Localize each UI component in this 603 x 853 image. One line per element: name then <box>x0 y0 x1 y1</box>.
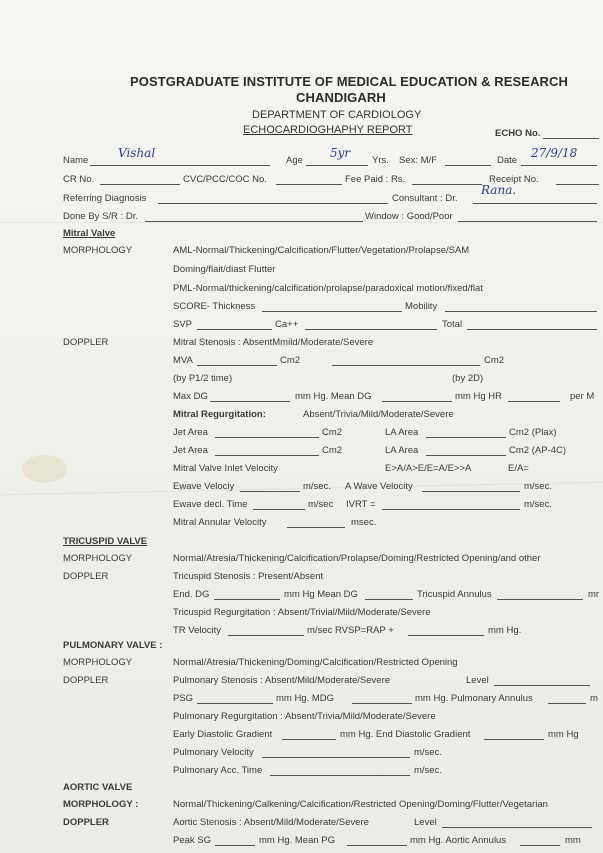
pulmonary-velocity-unit: m/sec. <box>414 747 442 758</box>
tricuspid-annulus-label: Tricuspid Annulus <box>417 589 492 600</box>
ewave-velocity-label: Ewave Velociy <box>173 481 235 492</box>
per-m-label: per M <box>570 391 595 402</box>
report-title: ECHOCARDIOGHAPHY REPORT <box>243 124 413 136</box>
ca-field[interactable] <box>305 320 437 330</box>
ivrt-label: IVRT = <box>346 499 376 510</box>
svp-label: SVP <box>173 319 193 330</box>
cr-field[interactable] <box>100 175 180 185</box>
pulmonary-velocity-label: Pulmonary Velocity <box>173 747 254 758</box>
doming-options: Doming/flait/diast Flutter <box>173 264 276 275</box>
institute-title: POSTGRADUATE INSTITUTE OF MEDICAL EDUCATION & RESEARCH <box>130 74 569 89</box>
pml-options: PML-Normal/thickening/calcification/prolapse/paradoxical motion/fixed/flat <box>173 283 483 294</box>
fee-field[interactable] <box>412 175 482 185</box>
name-field[interactable] <box>90 156 270 166</box>
echo-no-field[interactable] <box>543 129 599 139</box>
total-label: Total <box>442 319 463 330</box>
department-title: DEPARTMENT OF CARDIOLOGY <box>252 109 422 121</box>
mitral-title: Mitral Valve <box>63 228 116 239</box>
acc-time-unit: m/sec. <box>414 765 442 776</box>
pulmonary-regurg: Pulmonary Regurgitation : Absent/Trivia/Mild/Moderate/Severe <box>173 711 436 722</box>
aortic-stenosis: Aortic Stenosis : Absent/Mild/Moderate/Severe <box>173 817 369 828</box>
aortic-level-label: Level <box>414 817 437 828</box>
pulmonary-level-label: Level <box>466 675 489 686</box>
aortic-level-field[interactable] <box>442 818 592 828</box>
mean-dg-field[interactable] <box>382 392 452 402</box>
mva-2d-field[interactable] <box>332 356 480 366</box>
hr-label: mm Hg HR <box>455 391 502 402</box>
ref-diagnosis-label: Referring Diagnosis <box>63 193 147 204</box>
mdg-field[interactable] <box>352 694 412 704</box>
tricuspid-annulus-field[interactable] <box>497 590 583 600</box>
max-dg-field[interactable] <box>210 392 290 402</box>
age-label: Age <box>286 155 303 166</box>
awave-unit: m/sec. <box>524 481 552 492</box>
cr-label: CR No. <box>63 174 95 185</box>
done-by-label: Done By S/R : Dr. <box>63 211 138 222</box>
name-label: Name <box>63 155 89 166</box>
date-value: 27/9/18 <box>531 146 578 160</box>
thickness-field[interactable] <box>262 302 402 312</box>
mva-p12-field[interactable] <box>197 356 277 366</box>
tricuspid-morph-label: MORPHOLOGY <box>63 553 133 564</box>
cm2-label-1: Cm2 <box>280 355 301 366</box>
la-area-label-1: LA Area <box>385 427 419 438</box>
tr-velocity-label: TR Velocity <box>173 625 222 636</box>
cm2-label-2: Cm2 <box>484 355 505 366</box>
pulmonary-morph-options: Normal/Atresia/Thickening/Doming/Calcification/Restricted Opening <box>173 657 458 668</box>
ewave-decel-field[interactable] <box>253 500 305 510</box>
la-area-label-2: LA Area <box>385 445 419 456</box>
annular-unit: msec. <box>351 517 377 528</box>
p12-note: (by P1/2 time) <box>173 373 233 384</box>
pulmonary-morph-label: MORPHOLOGY <box>63 657 133 668</box>
score-thickness-label: SCORE- Thickness <box>173 301 256 312</box>
cvc-label: CVC/PCC/COC No. <box>183 174 267 185</box>
mitral-stenosis: Mitral Stenosis : AbsentMmild/Moderate/Severe <box>173 337 374 348</box>
end-gradient-unit: mm Hg <box>548 729 579 740</box>
pulmonary-title: PULMONARY VALVE : <box>63 640 163 651</box>
mitral-regurg-options: Absent/Trivia/Mild/Moderate/Severe <box>303 409 454 420</box>
tricuspid-stenosis: Tricuspid Stenosis : Present/Absent <box>173 571 324 582</box>
consultant-label: Consultant : Dr. <box>392 193 458 204</box>
early-gradient-field[interactable] <box>282 730 336 740</box>
annular-velocity-label: Mitral Annular Velocity <box>173 517 267 528</box>
ewave-unit: m/sec. <box>303 481 331 492</box>
tricuspid-title: TRICUSPID VALVE <box>63 536 148 547</box>
mean-pg-label: mm Hg. Mean PG <box>259 835 336 846</box>
awave-velocity-label: A Wave Velocity <box>345 481 413 492</box>
jet-area-field-1[interactable] <box>215 428 319 438</box>
mitral-morph-label: MORPHOLOGY <box>63 245 133 256</box>
receipt-label: Receipt No. <box>489 174 539 185</box>
aortic-annulus-label: mm Hg. Aortic Annulus <box>410 835 507 846</box>
aortic-morph-options: Normal/Thickening/Calkening/Calcification/Restricted Opening/Doming/Flutter/Vegetarian <box>173 799 548 810</box>
end-gradient-label: mm Hg. End Diastolic Gradient <box>340 729 471 740</box>
la-area-field-1[interactable] <box>426 428 506 438</box>
pulmonary-doppler-label: DOPPLER <box>63 675 109 686</box>
ewave-decel-unit: m/sec <box>308 499 334 510</box>
end-dg-field[interactable] <box>214 590 280 600</box>
e-ratio-options: E>A/A>E/E=A/E>>A <box>385 463 472 474</box>
ivrt-field[interactable] <box>382 500 520 510</box>
end-gradient-field[interactable] <box>484 730 544 740</box>
pulmonary-annulus-unit: m <box>590 693 598 704</box>
psg-field[interactable] <box>197 694 273 704</box>
ea-label: E/A= <box>508 463 529 474</box>
aml-options: AML-Normal/Thickening/Calcification/Flutter/Vegetation/Prolapse/SAM <box>173 245 470 256</box>
rvsp-label: m/sec RVSP=RAP + <box>307 625 394 636</box>
window-label: Window : Good/Poor <box>365 211 453 222</box>
max-dg-label: Max DG <box>173 391 208 402</box>
cvc-field[interactable] <box>276 175 342 185</box>
aortic-annulus-field[interactable] <box>520 836 560 846</box>
tricuspid-doppler-label: DOPPLER <box>63 571 109 582</box>
sex-field[interactable] <box>445 156 491 166</box>
psg-label: PSG <box>173 693 194 704</box>
window-field[interactable] <box>458 212 597 222</box>
pulmonary-velocity-field[interactable] <box>262 748 410 758</box>
total-field[interactable] <box>467 320 597 330</box>
peak-sg-field[interactable] <box>215 836 255 846</box>
acc-time-field[interactable] <box>270 766 410 776</box>
age-value: 5yr <box>330 146 351 160</box>
end-dg-label: End. DG <box>173 589 210 600</box>
mobility-field[interactable] <box>445 302 597 312</box>
pulmonary-annulus-field[interactable] <box>548 694 586 704</box>
by2d-note: (by 2D) <box>452 373 484 384</box>
mitral-regurg-label: Mitral Regurgitation: <box>173 409 266 420</box>
done-by-field[interactable] <box>145 212 363 222</box>
paper-stain <box>22 455 67 483</box>
jet-area-label-1: Jet Area <box>173 427 208 438</box>
tricuspid-morph-options: Normal/Atresia/Thickening/Calcification/Prolapse/Doming/Restricted Opening/and other <box>173 553 541 564</box>
pulmonary-annulus-label: mm Hg. Pulmonary Annulus <box>415 693 533 704</box>
svp-field[interactable] <box>197 320 272 330</box>
tricuspid-annulus-unit: mr <box>588 589 600 600</box>
tricuspid-mean-dg-field[interactable] <box>365 590 413 600</box>
ewave-decel-label: Ewave decl. Time <box>173 499 248 510</box>
ca-label: Ca++ <box>275 319 299 330</box>
rvsp-field[interactable] <box>408 626 484 636</box>
aortic-title: AORTIC VALVE <box>63 782 133 793</box>
aortic-annulus-unit: mm <box>565 835 581 846</box>
la-area-field-2[interactable] <box>426 446 506 456</box>
mdg-label: mm Hg. MDG <box>276 693 335 704</box>
tr-velocity-field[interactable] <box>228 626 304 636</box>
pulmonary-stenosis: Pulmonary Stenosis : Absent/Mild/Moderate/Severe <box>173 675 391 686</box>
jet-area-field-2[interactable] <box>215 446 319 456</box>
fee-label: Fee Paid : Rs. <box>345 174 406 185</box>
consultant-value: Rana. <box>481 183 517 197</box>
mva-label: MVA <box>173 355 193 366</box>
tricuspid-regurg: Tricuspid Regurgitation : Absent/Trivial/Mild/Moderate/Severe <box>173 607 431 618</box>
receipt-field[interactable] <box>556 175 599 185</box>
ivrt-unit: m/sec. <box>524 499 552 510</box>
awave-velocity-field[interactable] <box>422 482 520 492</box>
city-title: CHANDIGARH <box>296 90 386 105</box>
annular-velocity-field[interactable] <box>287 518 345 528</box>
hr-field[interactable] <box>508 392 560 402</box>
cm2-label-3: Cm2 <box>322 427 343 438</box>
jet-area-label-2: Jet Area <box>173 445 208 456</box>
mean-pg-field[interactable] <box>347 836 407 846</box>
name-value: Vishal <box>118 146 156 160</box>
cm2-ap4c-label: Cm2 (AP-4C) <box>509 445 567 456</box>
ref-diagnosis-field[interactable] <box>158 194 388 204</box>
acc-time-label: Pulmonary Acc. Time <box>173 765 263 776</box>
early-gradient-label: Early Diastolic Gradient <box>173 729 273 740</box>
paper-crease <box>0 222 603 223</box>
aortic-doppler-label: DOPPLER <box>63 817 109 828</box>
yrs-label: Yrs. <box>372 155 389 166</box>
peak-sg-label: Peak SG <box>173 835 212 846</box>
echo-no-label: ECHO No. <box>495 128 541 139</box>
rvsp-unit: mm Hg. <box>488 625 522 636</box>
inlet-velocity-label: Mitral Valve Inlet Velocity <box>173 463 278 474</box>
cm2-plax-label: Cm2 (Plax) <box>509 427 557 438</box>
date-label: Date <box>497 155 518 166</box>
pulmonary-level-field[interactable] <box>494 676 590 686</box>
sex-label: Sex: M/F <box>399 155 438 166</box>
aortic-morph-label: MORPHOLOGY : <box>63 799 139 810</box>
cm2-label-4: Cm2 <box>322 445 343 456</box>
mitral-doppler-label: DOPPLER <box>63 337 109 348</box>
tricuspid-mean-dg-label: mm Hg Mean DG <box>284 589 358 600</box>
mobility-label: Mobility <box>405 301 438 312</box>
mean-dg-label: mm Hg. Mean DG <box>295 391 372 402</box>
ewave-velocity-field[interactable] <box>240 482 300 492</box>
